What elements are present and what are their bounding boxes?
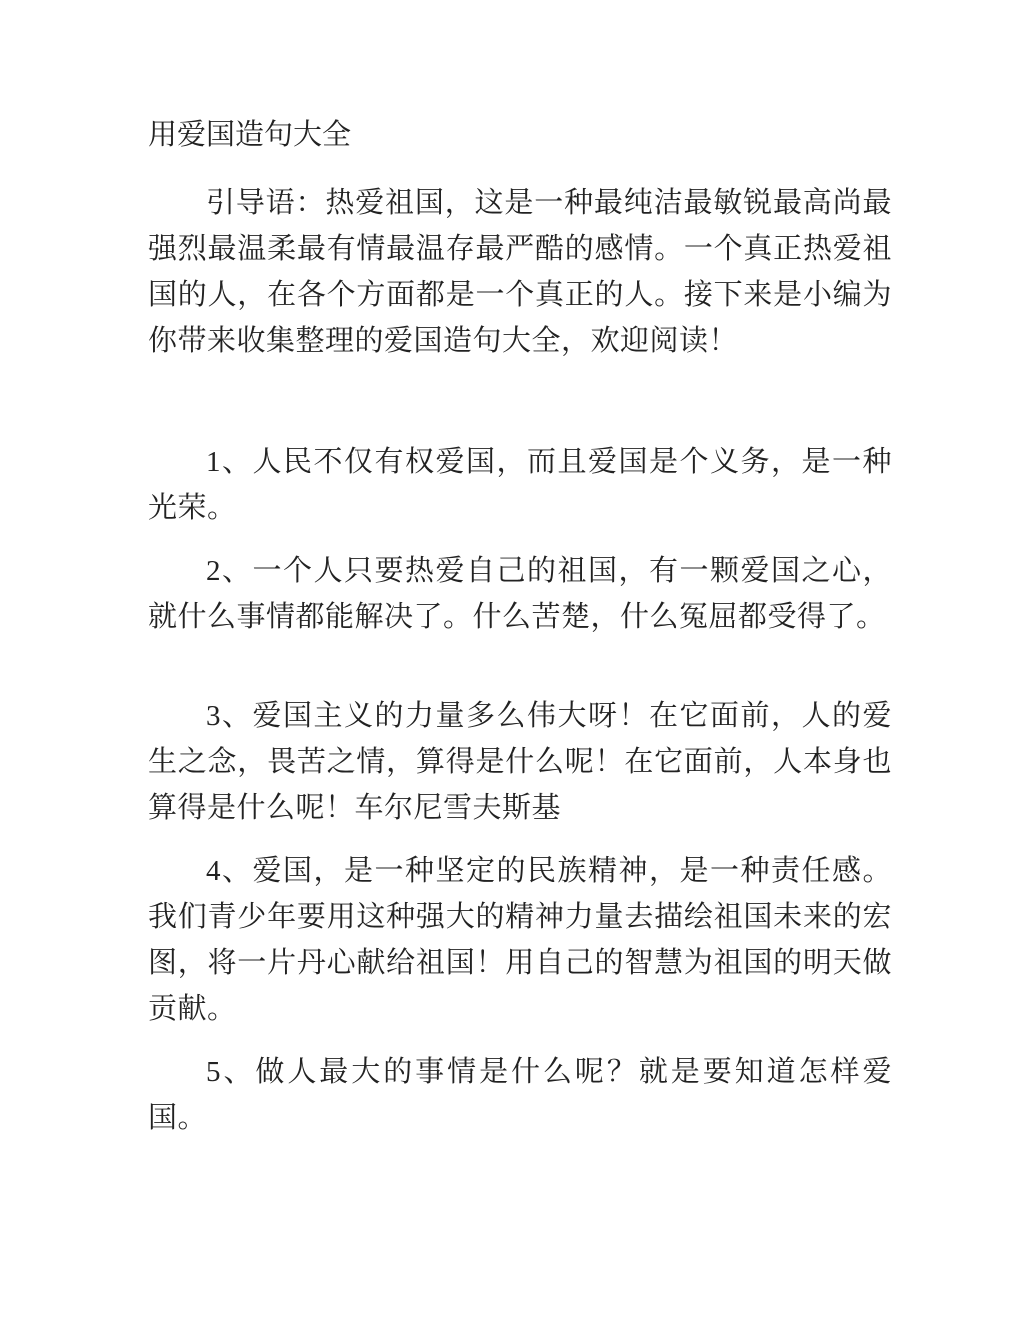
sentence-item-1: 1、人民不仅有权爱国，而且爱国是个义务，是一种光荣。 — [148, 446, 892, 524]
document-title: 用爱国造句大全 — [148, 119, 352, 151]
blank-line — [148, 657, 892, 693]
sentence-item-5: 5、做人最大的事情是什么呢？就是要知道怎样爱国。 — [148, 1056, 892, 1134]
sentence-item-3: 3、爱国主义的力量多么伟大呀！在它面前，人的爱生之念，畏苦之情，算得是什么呢！在它面前，人本身也算得是什么呢！车尔尼雪夫斯基 — [148, 700, 892, 824]
sentence-item-4: 4、爱国，是一种坚定的民族精神，是一种责任感。我们青少年要用这种强大的精神力量去描绘祖国未来的宏图，将一片丹心献给祖国！用自己的智慧为祖国的明天做贡献。 — [148, 855, 892, 1025]
intro-paragraph: 引导语：热爱祖国，这是一种最纯洁最敏锐最高尚最强烈最温柔最有情最温存最严酷的感情。一个真正热爱祖国的人，在各个方面都是一个真正的人。接下来是小编为你带来收集整理的爱国造句大全，欢迎阅读！ — [148, 187, 892, 357]
sentence-item-2: 2、一个人只要热爱自己的祖国，有一颗爱国之心，就什么事情都能解决了。什么苦楚，什么冤屈都受得了。 — [148, 555, 892, 633]
blank-line — [148, 381, 892, 439]
